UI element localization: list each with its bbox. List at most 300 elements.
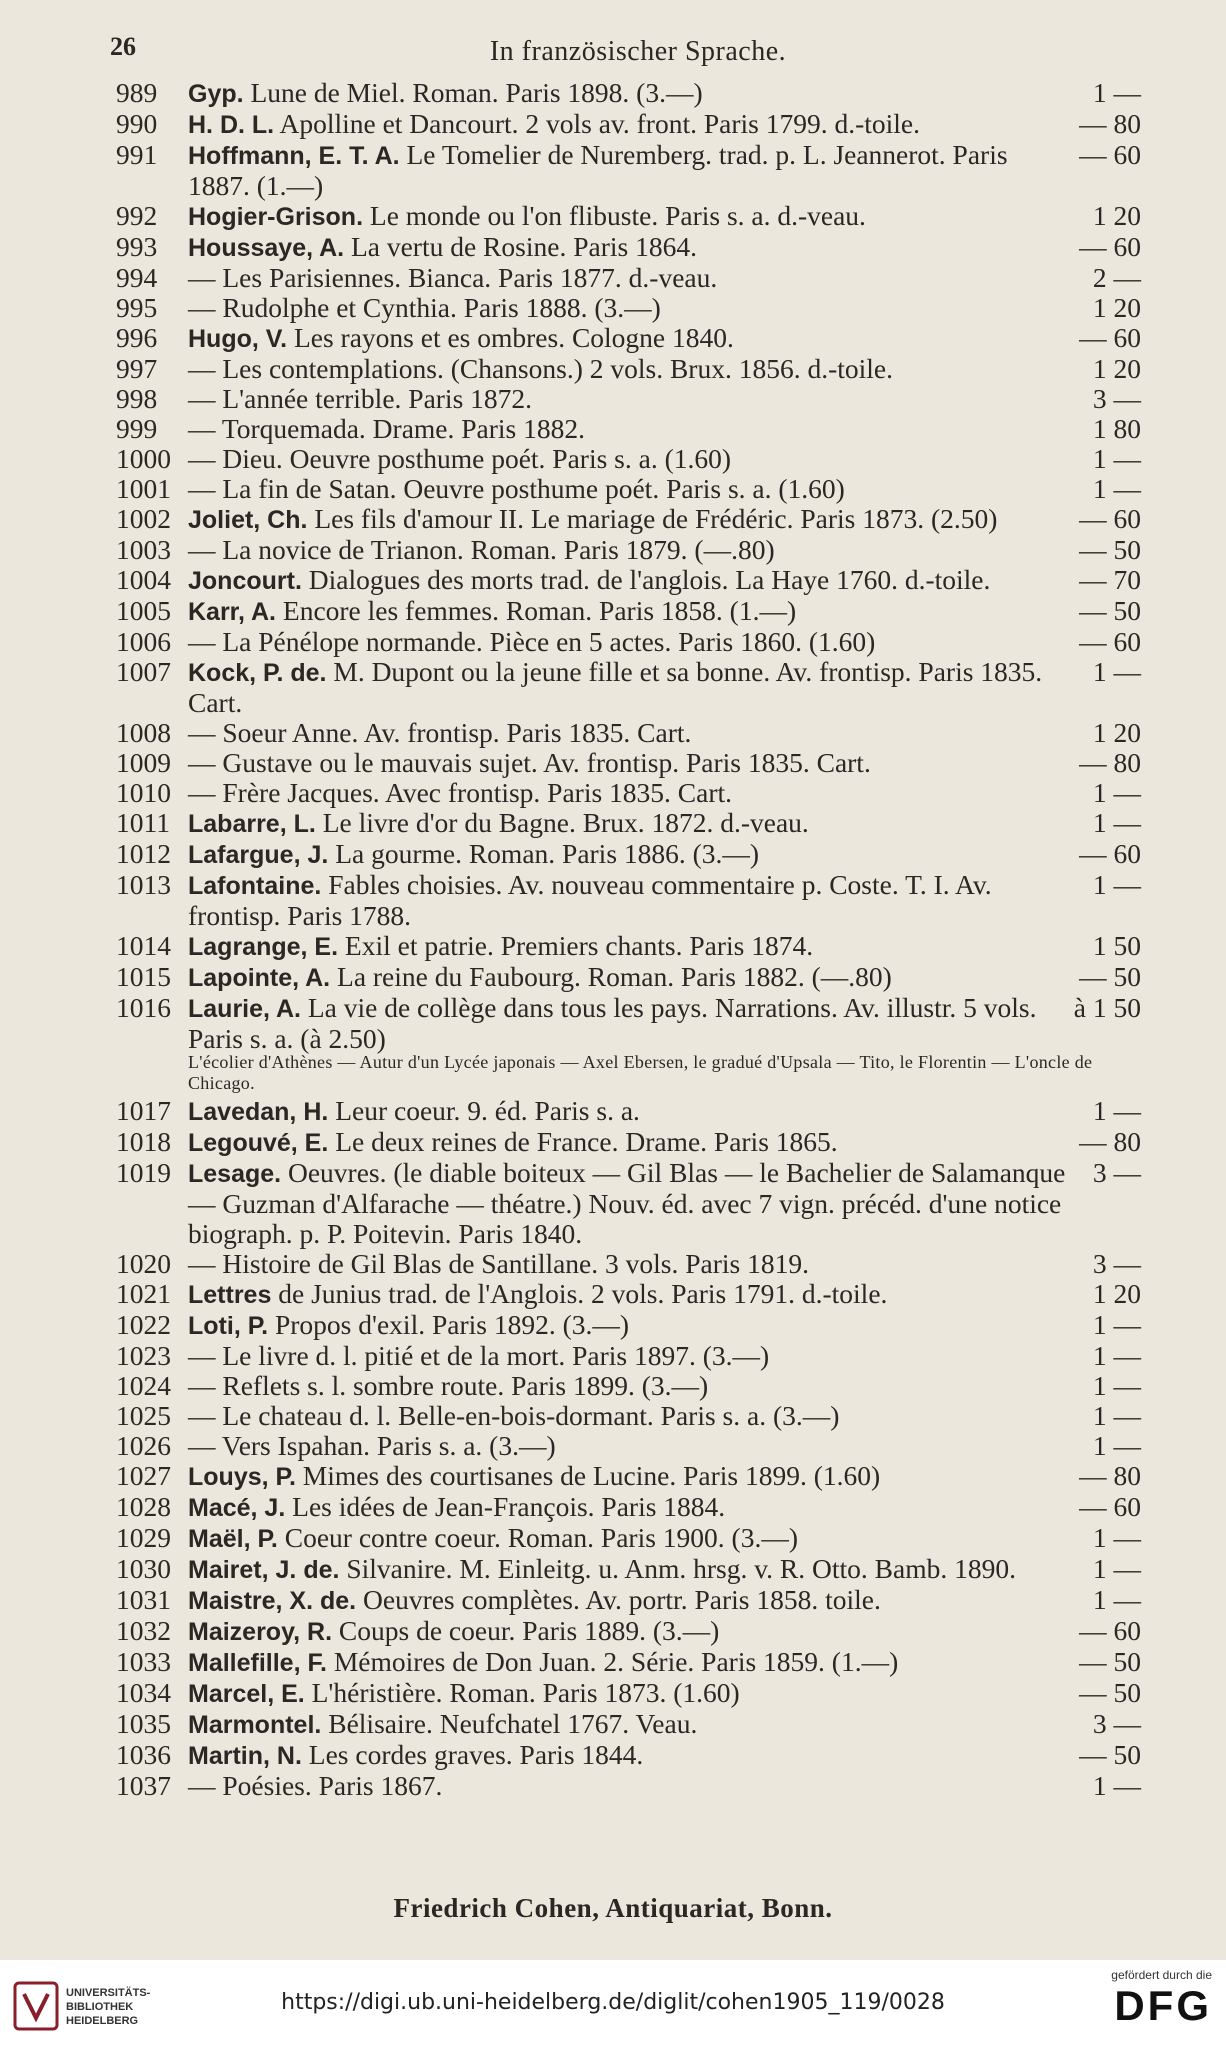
entry-text [188, 747, 871, 778]
entry-text [188, 1157, 1065, 1249]
catalog-entry [116, 778, 1141, 808]
entry-title: — La fin de Satan. Oeuvre posthume poét. Paris s. a. (1.60) [188, 473, 845, 504]
entry-text [188, 1460, 880, 1491]
entry-title: — Poésies. Paris 1867. [188, 1770, 443, 1801]
entry-number: 990 [116, 108, 158, 139]
catalog-entry [116, 474, 1141, 504]
entry-number: 1030 [116, 1553, 171, 1584]
catalog-entry [116, 293, 1141, 323]
entry-price: — 80 [1079, 1460, 1141, 1491]
catalog-entry [116, 718, 1141, 748]
catalog-entry [116, 1310, 1141, 1341]
catalog-entry [116, 962, 1141, 993]
entry-author: Lesage. [188, 1160, 282, 1188]
catalog-entry [116, 808, 1141, 839]
entry-author: Maizeroy, R. [188, 1618, 333, 1646]
entry-number: 1012 [116, 838, 171, 869]
entry-title: — Dieu. Oeuvre posthume poét. Paris s. a. (1.60) [188, 443, 732, 474]
entry-price: — 50 [1079, 961, 1141, 992]
entry-body [188, 414, 1141, 444]
catalog-entry [116, 444, 1141, 474]
entry-author: Lavedan, H. [188, 1098, 329, 1126]
entry-title: — Reflets s. l. sombre route. Paris 1899. (3.—) [188, 1370, 709, 1401]
entry-number: 1023 [116, 1340, 171, 1371]
entry-text [188, 231, 697, 262]
catalog-entry [116, 323, 1141, 354]
entry-number: 993 [116, 231, 158, 262]
entry-body [188, 1647, 1141, 1678]
dfg-logo[interactable] [1082, 1968, 1212, 2030]
entry-number: 1025 [116, 1400, 171, 1431]
entry-title: de Junius trad. de l'Anglois. 2 vols. Paris 1791. d.-toile. [278, 1278, 888, 1309]
catalog-entry [116, 1585, 1141, 1616]
entry-title: Encore les femmes. Roman. Paris 1858. (1.—) [282, 595, 797, 626]
catalog-entry [116, 1431, 1141, 1461]
entry-author: Marcel, E. [188, 1680, 305, 1708]
entry-body [188, 1554, 1141, 1585]
entry-author: Maël, P. [188, 1525, 278, 1553]
entry-text [188, 1278, 887, 1309]
entry-text [188, 108, 920, 139]
entry-body [188, 1401, 1141, 1431]
catalog-entry [116, 140, 1141, 201]
catalog-entry [116, 232, 1141, 263]
catalog-entry [116, 596, 1141, 627]
entry-text [188, 534, 775, 565]
entry-body [188, 1341, 1141, 1371]
entry-title: Coups de coeur. Paris 1889. (3.—) [338, 1615, 720, 1646]
entry-number: 1035 [116, 1708, 171, 1739]
entry-text [188, 443, 731, 474]
entry-price: 1 — [1092, 473, 1141, 504]
entry-author: Lagrange, E. [188, 933, 339, 961]
entry-text [188, 383, 532, 414]
entry-price: 1 — [1092, 1522, 1141, 1553]
entry-body [188, 1279, 1141, 1310]
entry-body [188, 444, 1141, 474]
entry-author: H. D. L. [188, 111, 275, 139]
entry-number: 1018 [116, 1126, 171, 1157]
entry-body [188, 1096, 1141, 1127]
entry-author: Maistre, X. de. [188, 1587, 357, 1615]
entry-text [188, 1646, 898, 1677]
entry-title: Les idées de Jean-François. Paris 1884. [292, 1491, 726, 1522]
catalog-entry [116, 109, 1141, 140]
entry-price: — 60 [1079, 231, 1141, 262]
entry-text [188, 200, 866, 231]
entry-title: — Vers Ispahan. Paris s. a. (3.—) [188, 1430, 556, 1461]
entry-title: — La novice de Trianon. Roman. Paris 1879. (—.80) [188, 534, 775, 565]
entry-body [188, 384, 1141, 414]
entry-price: 1 — [1092, 1430, 1141, 1461]
entry-price: 3 — [1092, 1157, 1141, 1188]
entry-body [188, 201, 1141, 232]
entry-price: — 50 [1079, 595, 1141, 626]
entry-price: — 60 [1079, 503, 1141, 534]
entry-price: — 50 [1079, 1677, 1141, 1708]
entry-number: 1019 [116, 1157, 171, 1188]
entry-title: Les cordes graves. Paris 1844. [308, 1739, 644, 1770]
entry-title: — Frère Jacques. Avec frontisp. Paris 1835. Cart. [188, 777, 733, 808]
entry-body [188, 354, 1141, 384]
entry-price: — 60 [1079, 322, 1141, 353]
entry-price: — 50 [1079, 1739, 1141, 1770]
entry-text [188, 1400, 839, 1431]
entry-author: Mairet, J. de. [188, 1556, 340, 1584]
entry-price: 1 — [1092, 1553, 1141, 1584]
catalog-entry [116, 931, 1141, 962]
entry-text [188, 777, 732, 808]
catalog-entry [116, 1492, 1141, 1523]
catalog-entry [116, 627, 1141, 657]
entry-price: 1 — [1092, 656, 1141, 687]
entry-price: 3 — [1092, 1708, 1141, 1739]
entry-body [188, 808, 1141, 839]
entry-number: 1032 [116, 1615, 171, 1646]
entry-title: La gourme. Roman. Paris 1886. (3.—) [335, 838, 760, 869]
entry-number: 1031 [116, 1584, 171, 1615]
entry-body [188, 1709, 1141, 1740]
entry-price: — 80 [1079, 1126, 1141, 1157]
entry-text [188, 473, 845, 504]
entry-body [188, 1371, 1141, 1401]
entry-price: 1 — [1092, 1400, 1141, 1431]
entry-text [188, 717, 691, 748]
entry-author: Laurie, A. [188, 995, 301, 1023]
entry-text [188, 1739, 643, 1770]
entry-price: 1 50 [1092, 930, 1141, 961]
entry-title: Le livre d'or du Bagne. Brux. 1872. d.-veau. [322, 807, 809, 838]
entry-body [188, 1585, 1141, 1616]
entry-body [188, 962, 1141, 993]
entry-text [188, 1708, 697, 1739]
entry-price: — 70 [1079, 564, 1141, 595]
entry-author: Marmontel. [188, 1711, 322, 1739]
entry-body [188, 1492, 1141, 1523]
entry-text [188, 838, 759, 869]
entry-number: 1026 [116, 1430, 171, 1461]
entry-number: 1014 [116, 930, 171, 961]
catalog-entry [116, 870, 1141, 931]
entry-author: Mallefille, F. [188, 1649, 327, 1677]
entry-author: Martin, N. [188, 1742, 302, 1770]
entry-title: — Le chateau d. l. Belle-en-bois-dormant. Paris s. a. (3.—) [188, 1400, 840, 1431]
entry-price: — 80 [1079, 108, 1141, 139]
entry-author: Houssaye, A. [188, 234, 345, 262]
entry-body [188, 627, 1141, 657]
entry-number: 1034 [116, 1677, 171, 1708]
entry-price: 1 80 [1092, 413, 1141, 444]
page-header [110, 32, 1166, 72]
entry-text [188, 961, 892, 992]
entry-title: Exil et patrie. Premiers chants. Paris 1874. [344, 930, 814, 961]
page-title: In französischer Sprache. [489, 36, 787, 67]
entry-title: — L'année terrible. Paris 1872. [188, 383, 533, 414]
entry-text [188, 1553, 1016, 1584]
entry-author: Kock, P. de. [188, 659, 327, 687]
entry-author: Lafargue, J. [188, 841, 329, 869]
catalog-entry [116, 748, 1141, 778]
entry-number: 1016 [116, 992, 171, 1023]
entry-title: Propos d'exil. Paris 1892. (3.—) [274, 1309, 630, 1340]
entry-price: — 60 [1079, 838, 1141, 869]
entry-number: 1029 [116, 1522, 171, 1553]
sponsor-caption: gefördert durch die [1111, 1968, 1212, 1982]
entry-price: 1 — [1092, 869, 1141, 900]
entry-body [188, 1616, 1141, 1647]
entry-title: — Gustave ou le mauvais sujet. Av. frontisp. Paris 1835. Cart. [188, 747, 871, 778]
catalog-entry [116, 1096, 1141, 1127]
entry-title: La vie de collège dans tous les pays. Narrations. Av. illustr. 5 vols. Paris s. a. (à 2.50) [188, 992, 1037, 1054]
entry-number: 1015 [116, 961, 171, 992]
dfg-wordmark: DFG [1114, 1982, 1212, 2029]
entry-body [188, 993, 1141, 1054]
catalog-entry [116, 1709, 1141, 1740]
entry-title: La reine du Faubourg. Roman. Paris 1882. (—.80) [337, 961, 892, 992]
entry-text [188, 656, 1042, 718]
entry-title: — Soeur Anne. Av. frontisp. Paris 1835. Cart. [188, 717, 692, 748]
catalog-entry [116, 1554, 1141, 1585]
entry-number: 999 [116, 413, 158, 444]
entry-body [188, 657, 1141, 718]
entry-price: — 60 [1079, 139, 1141, 170]
catalog-entry [116, 1401, 1141, 1431]
entry-price: 1 — [1092, 1370, 1141, 1401]
entry-price: 2 — [1092, 262, 1141, 293]
entry-body [188, 1678, 1141, 1709]
entry-title: — Le livre d. l. pitié et de la mort. Paris 1897. (3.—) [188, 1340, 770, 1371]
entry-text [188, 626, 875, 657]
entry-title: Oeuvres. (le diable boiteux — Gil Blas — le Bachelier de Salamanque — Guzman d'Alfarache — théatre.) Nouv. éd. avec 7 vign. précéd. d'une notice biograph. p. P. Poitevin. Paris 1840. [188, 1157, 1066, 1249]
entry-body [188, 535, 1141, 565]
entry-number: 1011 [116, 807, 170, 838]
entry-number: 1005 [116, 595, 171, 626]
entry-text [188, 1615, 719, 1646]
entry-title: Les fils d'amour II. Le mariage de Frédéric. Paris 1873. (2.50) [314, 503, 998, 534]
entry-number: 997 [116, 353, 158, 384]
catalog-entry-list [116, 78, 1141, 1801]
entry-author: Hugo, V. [188, 325, 288, 353]
entry-number: 1024 [116, 1370, 171, 1401]
entry-title: — Torquemada. Drame. Paris 1882. [188, 413, 585, 444]
entry-text [188, 564, 990, 595]
entry-price: 1 — [1092, 1770, 1141, 1801]
page-number: 26 [110, 32, 136, 61]
entry-body [188, 870, 1141, 931]
entry-price: 1 20 [1092, 200, 1141, 231]
catalog-entry [116, 1127, 1141, 1158]
entry-author: Hogier-Grison. [188, 203, 364, 231]
entry-number: 1000 [116, 443, 171, 474]
entry-title: — Rudolphe et Cynthia. Paris 1888. (3.—) [188, 292, 661, 323]
catalog-entry [116, 1249, 1141, 1279]
entry-author: Hoffmann, E. T. A. [188, 142, 400, 170]
entry-number: 1027 [116, 1460, 171, 1491]
entry-author: Karr, A. [188, 598, 277, 626]
entry-text [188, 1126, 838, 1157]
entry-author: Lettres [188, 1281, 272, 1309]
catalog-entry [116, 201, 1141, 232]
entry-number: 1021 [116, 1278, 171, 1309]
entry-text [188, 1491, 725, 1522]
entry-price: — 50 [1079, 1646, 1141, 1677]
catalog-entry [116, 839, 1141, 870]
catalog-entry [116, 504, 1141, 535]
entry-price: 1 20 [1092, 292, 1141, 323]
entry-price: 1 — [1092, 777, 1141, 808]
entry-body [188, 1158, 1141, 1249]
entry-body [188, 323, 1141, 354]
entry-number: 1009 [116, 747, 171, 778]
entry-text [188, 595, 796, 626]
entry-title: Lune de Miel. Roman. Paris 1898. (3.—) [250, 77, 703, 108]
entry-title: Coeur contre coeur. Roman. Paris 1900. (3.—) [284, 1522, 798, 1553]
entry-body [188, 1461, 1141, 1492]
entry-text [188, 262, 717, 293]
entry-title: Bélisaire. Neufchatel 1767. Veau. [328, 1708, 698, 1739]
entry-text [188, 1770, 442, 1801]
entry-number: 1017 [116, 1095, 171, 1126]
entry-body [188, 1431, 1141, 1461]
entry-text [188, 1430, 556, 1461]
entry-body [188, 778, 1141, 808]
entry-body [188, 718, 1141, 748]
entry-number: 1001 [116, 473, 171, 504]
entry-title: Silvanire. M. Einleitg. u. Anm. hrsg. v. R. Otto. Bamb. 1890. [346, 1553, 1016, 1584]
entry-text [188, 1522, 798, 1553]
entry-number: 995 [116, 292, 158, 323]
entry-price: 1 — [1092, 1309, 1141, 1340]
entry-body [188, 1127, 1141, 1158]
catalog-entry [116, 1771, 1141, 1801]
catalog-entry [116, 1158, 1141, 1249]
entry-body [188, 931, 1141, 962]
entry-title: Fables choisies. Av. nouveau commentaire p. Coste. T. I. Av. frontisp. Paris 1788. [188, 869, 992, 931]
permalink-url[interactable]: https://digi.ub.uni-heidelberg.de/diglit/cohen1905_119/0028 [281, 1990, 945, 2015]
entry-number: 994 [116, 262, 158, 293]
entry-text [188, 1584, 881, 1615]
catalog-entry [116, 1371, 1141, 1401]
entry-author: Lapointe, A. [188, 964, 331, 992]
entry-price: à 1 50 [1073, 992, 1141, 1023]
catalog-entry [116, 535, 1141, 565]
entry-text [188, 139, 1008, 201]
entry-text [188, 869, 992, 931]
entry-number: 1002 [116, 503, 171, 534]
entry-price: 1 — [1092, 1340, 1141, 1371]
catalog-entry [116, 1279, 1141, 1310]
entry-text [188, 1677, 740, 1708]
entry-author: Labarre, L. [188, 810, 316, 838]
entry-price: 1 20 [1092, 353, 1141, 384]
entry-text [188, 292, 661, 323]
entry-number: 996 [116, 322, 158, 353]
entry-number: 1003 [116, 534, 171, 565]
entry-text [188, 503, 997, 534]
entry-title: — Histoire de Gil Blas de Santillane. 3 vols. Paris 1819. [188, 1248, 809, 1279]
viewer-bar [0, 1960, 1226, 2055]
entry-title: Le Tomelier de Nuremberg. trad. p. L. Jeannerot. Paris 1887. (1.—) [188, 139, 1008, 201]
entry-price: — 60 [1079, 1615, 1141, 1646]
catalog-entry [116, 384, 1141, 414]
entry-text [188, 1248, 809, 1279]
entry-body [188, 474, 1141, 504]
catalog-entry [116, 657, 1141, 718]
entry-text [188, 413, 585, 444]
entry-text [188, 930, 813, 961]
entry-body [188, 263, 1141, 293]
entry-price: 1 — [1092, 1095, 1141, 1126]
entry-number: 1008 [116, 717, 171, 748]
entry-number: 1020 [116, 1248, 171, 1279]
catalog-entry [116, 1523, 1141, 1554]
entry-body [188, 1771, 1141, 1801]
entry-title: Mimes des courtisanes de Lucine. Paris 1899. (1.60) [302, 1460, 881, 1491]
entry-text [188, 807, 809, 838]
catalog-entry [116, 993, 1141, 1054]
entry-body [188, 232, 1141, 263]
entry-price: — 60 [1079, 1491, 1141, 1522]
entry-number: 1022 [116, 1309, 171, 1340]
entry-body [188, 109, 1141, 140]
entry-number: 1007 [116, 656, 171, 687]
entry-price: 1 — [1092, 77, 1141, 108]
entry-author: Joncourt. [188, 567, 302, 595]
entry-number: 991 [116, 139, 158, 170]
entry-note: L'écolier d'Athènes — Autur d'un Lycée japonais — Axel Ebersen, le gradué d'Upsala — Tito, le Florentin — L'oncle de Chicago. [188, 1052, 1093, 1093]
entry-number: 992 [116, 200, 158, 231]
entry-body [188, 1310, 1141, 1341]
entry-body [188, 140, 1141, 201]
entry-author: Loti, P. [188, 1312, 269, 1340]
entry-number: 989 [116, 77, 158, 108]
entry-title: L'héristière. Roman. Paris 1873. (1.60) [311, 1677, 740, 1708]
entry-title: Le deux reines de France. Drame. Paris 1865. [335, 1126, 838, 1157]
entry-body [188, 1740, 1141, 1771]
entry-number: 1013 [116, 869, 171, 900]
entry-body [188, 748, 1141, 778]
entry-price: 3 — [1092, 1248, 1141, 1279]
entry-author: Macé, J. [188, 1494, 286, 1522]
entry-author: Joliet, Ch. [188, 506, 308, 534]
entry-price: — 80 [1079, 747, 1141, 778]
entry-price: 3 — [1092, 383, 1141, 414]
publisher-footer: Friedrich Cohen, Antiquariat, Bonn. [393, 1893, 833, 1923]
entry-text [188, 353, 893, 384]
entry-title: — La Pénélope normande. Pièce en 5 actes. Paris 1860. (1.60) [188, 626, 876, 657]
catalog-entry [116, 1341, 1141, 1371]
entry-text [188, 1309, 629, 1340]
catalog-entry [116, 263, 1141, 293]
entry-title: — Les contemplations. (Chansons.) 2 vols. Brux. 1856. d.-toile. [188, 353, 893, 384]
entry-number: 1033 [116, 1646, 171, 1677]
entry-price: 1 20 [1092, 1278, 1141, 1309]
entry-title: Le monde ou l'on flibuste. Paris s. a. d.-veau. [369, 200, 866, 231]
entry-text [188, 1095, 640, 1126]
entry-number: 998 [116, 383, 158, 414]
entry-text [188, 322, 734, 353]
catalog-entry [116, 354, 1141, 384]
catalog-entry [116, 78, 1141, 109]
entry-title: Apolline et Dancourt. 2 vols av. front. Paris 1799. d.-toile. [279, 108, 920, 139]
catalog-entry [116, 1740, 1141, 1771]
entry-title: M. Dupont ou la jeune fille et sa bonne. Av. frontisp. Paris 1835. Cart. [188, 656, 1043, 718]
catalog-entry [116, 1647, 1141, 1678]
catalog-entry [116, 1678, 1141, 1709]
entry-author: Legouvé, E. [188, 1129, 329, 1157]
entry-price: 1 20 [1092, 717, 1141, 748]
entry-price: — 50 [1079, 534, 1141, 565]
